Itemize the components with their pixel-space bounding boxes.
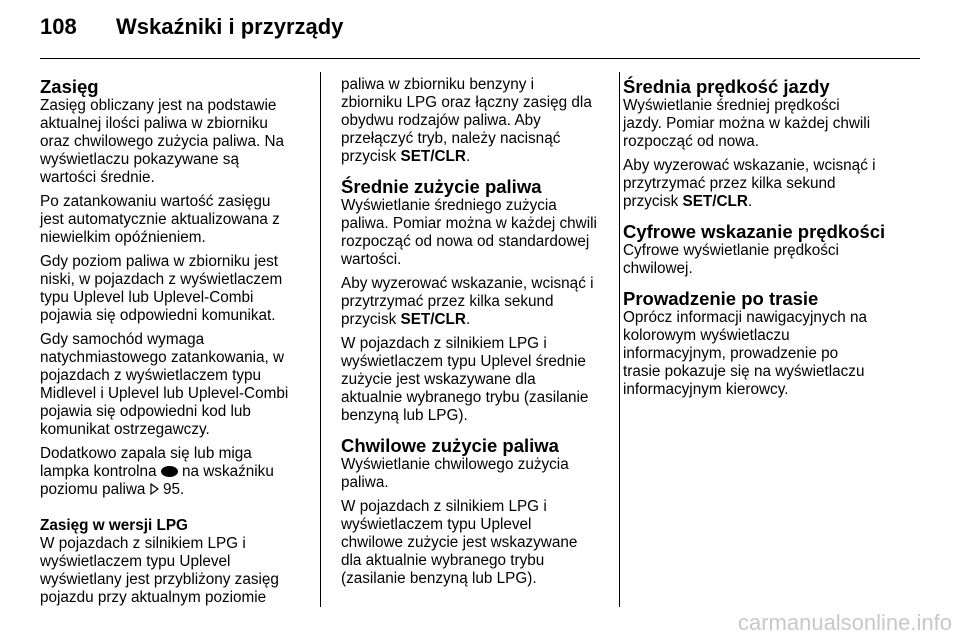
paragraph: Zasięg obliczany jest na podstawie aktualnej ilości paliwa w zbiorniku oraz chwilowego zużycia paliwa. Na wyświetlaczu pokazywane są wartości średnie. — [40, 97, 285, 186]
column-3 — [623, 76, 933, 405]
section-title: Średnie zużycie paliwa — [341, 176, 542, 197]
chapter-title: Wskaźniki i przyrządy — [116, 14, 344, 39]
paragraph: Oprócz informacji nawigacyjnych na kolorowym wyświetlaczu informacyjnym, prowadzenie po trasie pokazuje się na wyświetlaczu informacyjnym kierowcy. — [623, 309, 868, 398]
paragraph: paliwa w zbiorniku benzyny i zbiorniku LPG oraz łączny zasięg dla obydwu rodzajów paliwa. Aby przełączyć tryb, należy nacisnąć przycisk SET/CLR. — [341, 76, 592, 165]
paragraph: Dodatkowo zapala się lub miga lampka kontrolna na wskaźniku poziomu paliwa 95. — [40, 445, 274, 498]
paragraph: Wyświetlanie średniego zużycia paliwa. Pomiar można w każdej chwili rozpocząć od nowa od standardowej wartości. — [341, 197, 597, 268]
paragraph: Po zatankowaniu wartość zasięgu jest automatycznie aktualizowana z niewielkim opóźnieniem. — [40, 193, 280, 246]
paragraph: Wyświetlanie chwilowego zużycia paliwa. — [341, 456, 569, 491]
paragraph: W pojazdach z silnikiem LPG i wyświetlaczem typu Uplevel średnie zużycie jest wskazywane dla aktualnie wybranego trybu (zasilanie benzyną lub LPG). — [341, 335, 589, 424]
paragraph: W pojazdach z silnikiem LPG i wyświetlaczem typu Uplevel wyświetlany jest przybliżony zasięg pojazdu przy aktualnym poziomie — [40, 535, 279, 606]
fuel-lamp-icon — [161, 466, 178, 477]
section-title: Prowadzenie po trasie — [623, 288, 819, 309]
subsection-title: Zasięg w wersji LPG — [40, 517, 188, 534]
header-rule — [40, 58, 920, 59]
page-header — [40, 14, 343, 48]
paragraph: Cyfrowe wyświetlanie prędkości chwilowej. — [623, 242, 839, 277]
section-title: Średnia prędkość jazdy — [623, 76, 830, 97]
column-2 — [341, 76, 609, 594]
watermark: carmanualsonline.info — [737, 610, 952, 635]
paragraph: Gdy samochód wymaga natychmiastowego zatankowania, w pojazdach z wyświetlaczem typu Midlevel i Uplevel lub Uplevel-Combi pojawia się odpowiedni kod lub komunikat ostrzegawczy. — [40, 331, 289, 438]
paragraph: Gdy poziom paliwa w zbiorniku jest niski, w pojazdach z wyświetlaczem typu Uplevel lub Uplevel-Combi pojawia się odpowiedni komunikat. — [40, 253, 283, 324]
paragraph: Aby wyzerować wskazanie, wcisnąć i przytrzymać przez kilka sekund przycisk SET/CLR. — [341, 275, 594, 328]
section-title: Zasięg — [40, 76, 99, 97]
key-label: SET/CLR — [400, 148, 466, 165]
section-title: Cyfrowe wskazanie prędkości — [623, 221, 886, 242]
key-label: SET/CLR — [400, 311, 466, 328]
page-reference-arrow-icon — [150, 483, 159, 495]
paragraph: Aby wyzerować wskazanie, wcisnąć i przytrzymać przez kilka sekund przycisk SET/CLR. — [623, 157, 876, 210]
column-divider — [320, 72, 321, 607]
paragraph: Wyświetlanie średniej prędkości jazdy. Pomiar można w każdej chwili rozpocząć od nowa. — [623, 97, 871, 150]
section-title: Chwilowe zużycie paliwa — [341, 435, 559, 456]
column-divider — [619, 72, 620, 607]
key-label: SET/CLR — [682, 193, 748, 210]
paragraph: W pojazdach z silnikiem LPG i wyświetlaczem typu Uplevel chwilowe zużycie jest wskazywane dla aktualnie wybranego trybu (zasilanie benzyną lub LPG). — [341, 498, 578, 587]
page-number: 108 — [40, 14, 77, 39]
column-1 — [40, 76, 308, 613]
page-reference: 95. — [162, 481, 185, 498]
